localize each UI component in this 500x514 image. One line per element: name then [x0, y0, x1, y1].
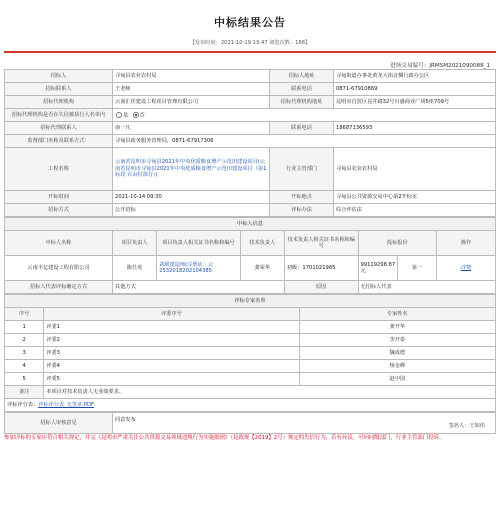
winner-detail-link[interactable]: 详情 — [437, 256, 496, 281]
value-tenderer-address: 寻甸街道办事处黄龙大街北侧行政办公区 — [333, 70, 495, 83]
label-industry-dept: 行业主管部门 — [270, 148, 334, 191]
label-tenderer-address: 招标人地址 — [270, 70, 334, 83]
radio-yes-label: 是 — [123, 112, 129, 118]
row-no: 3 — [5, 347, 44, 360]
value-agency: 云南汇佳建设工程项目管理有限公司 — [113, 96, 270, 109]
title-divider — [4, 51, 496, 53]
winner-tech-leader: 龚荣华 — [240, 256, 284, 281]
label-open-time: 开标时间 — [5, 191, 113, 204]
row-judge: 评委3 — [44, 347, 299, 360]
label-phone: 联系电话 — [270, 83, 334, 96]
value-agency-phone: 18687136593 — [333, 122, 495, 135]
row-judge: 评委4 — [44, 360, 299, 373]
basic-info-table — [4, 69, 496, 217]
label-opinion: 招标人审核意见 — [5, 413, 113, 434]
radio-yes[interactable] — [116, 112, 122, 118]
publish-meta: 【发布时间：2021-10-19 13:47 浏览次数：166】 — [189, 40, 311, 46]
value-contact: 王老师 — [113, 83, 270, 96]
row-expert-name: 李开泰 — [299, 334, 495, 347]
row-no: 5 — [5, 373, 44, 386]
value-supervisor: 寻甸县政务服务管理局，0871-67917306 — [113, 135, 496, 148]
row-expert-name: 杨金峰 — [299, 360, 495, 373]
winner-name: 云南丰亿建设工程有限公司 — [5, 256, 113, 281]
experts-table — [4, 294, 496, 412]
row-judge: 评委1 — [44, 321, 299, 334]
opinion-cell — [113, 413, 496, 434]
label-tender-method: 招标方式 — [5, 204, 113, 217]
trade-code: 进场交易编号：JRMSM2021090088_1 — [390, 63, 490, 69]
blacklist-options — [113, 109, 496, 122]
experts-section-title: 评标专家名单 — [5, 295, 496, 308]
value-phone: 0871-67910869 — [333, 83, 495, 96]
value-industry-dept: 寻甸县农业农村局 — [333, 148, 495, 191]
table-row — [5, 347, 496, 360]
th-bid-price: 投标报价 — [358, 231, 437, 256]
value-reason: 无招标人代表 — [358, 281, 496, 294]
row-judge: 评委5 — [44, 373, 299, 386]
label-eval-method: 评标办法 — [270, 204, 334, 217]
radio-no-label: 否 — [139, 112, 145, 118]
announcement-page — [0, 14, 500, 514]
attachment-link[interactable]: 评标评分表_无签章.PDF — [38, 401, 94, 408]
th-expert-name: 专家姓名 — [299, 308, 495, 321]
winner-leader-cert: 贰级建造师(注册证：云2532018202104385 — [157, 256, 240, 281]
attachment-label: 评标评分表： — [7, 401, 39, 408]
row-no: 2 — [5, 334, 44, 347]
row-expert-name: 龚开华 — [299, 321, 495, 334]
value-agency-contact: 俞一凡 — [113, 122, 270, 135]
label-supervisor: 监督部门名称及联系方式： — [5, 135, 113, 148]
row-expert-name: 赵中国 — [299, 373, 495, 386]
page-title: 中标结果公告 — [214, 16, 286, 29]
winner-tech-cert: 初级：1701021965 — [284, 256, 358, 281]
value-tender-method: 公开招标 — [113, 204, 270, 217]
signer-label: 签名人： — [448, 423, 470, 429]
label-agency: 招标代理机构 — [5, 96, 113, 109]
th-winner-name: 中标人名称 — [5, 231, 113, 256]
label-agency-address: 招标代理机构地址 — [270, 96, 334, 109]
signer-name: 王如伟 — [469, 423, 485, 429]
value-open-place: 寻甸县公共资源交易中心第2开标室 — [333, 191, 495, 204]
label-contact: 招标联系人 — [5, 83, 113, 96]
winner-table — [4, 217, 496, 294]
opinion-table — [4, 412, 496, 434]
th-tech-cert: 技术负责人相关证书名称和编号 — [284, 231, 358, 256]
footer-notice: 参加评标的专家应符合相关规定，并完《昆明市严肃关注公共资源交易领域违规行为实施细则》（昆政规【2019】2号）规定的失信行为，若有异议，可向同级部门，行业主管部门投诉。 — [4, 435, 445, 441]
label-open-place: 开标地点 — [270, 191, 334, 204]
attachment-row — [5, 399, 496, 412]
winner-section-title: 中标人信息 — [5, 218, 496, 231]
label-reason: 原因 — [284, 281, 358, 294]
value-agency-address: 昆明市自贸区昆井路32号百盛商业广场5座709号 — [333, 96, 495, 109]
th-no: 序号 — [5, 308, 44, 321]
th-leader-cert: 项目负责人相关证书名称和编号 — [157, 231, 240, 256]
table-row — [5, 321, 496, 334]
th-judge: 评委序号 — [44, 308, 299, 321]
row-no: 1 — [5, 321, 44, 334]
label-agency-contact: 招标代理联系人 — [5, 122, 113, 135]
th-tech-leader: 技术负责人 — [240, 231, 284, 256]
label-project: 工程名称 — [5, 148, 113, 191]
value-project: 云南省昆明市寻甸县2021年中央优质粮食增产示范田建设项目(云南省昆明市寻甸县2021年中央优质粮食增产示范田建设项目（第1标段 百亩村部分）) — [113, 148, 270, 191]
table-row — [5, 334, 496, 347]
label-note: 备注 — [5, 386, 44, 399]
table-row — [5, 360, 496, 373]
row-expert-name: 魏成德 — [299, 347, 495, 360]
label-agency-phone: 联系电话 — [270, 122, 334, 135]
label-tenderer: 招标人 — [5, 70, 113, 83]
value-note: 本项目对技术负责人无业绩要求。 — [44, 386, 496, 399]
opinion-text: 同意发布 — [115, 416, 136, 423]
winner-project-leader: 陈仕虎 — [113, 256, 157, 281]
th-operation: 操作 — [437, 231, 496, 256]
winner-rank: 第一 — [397, 256, 436, 281]
winner-price: 99119298.87元 — [358, 256, 397, 281]
row-no: 4 — [5, 360, 44, 373]
radio-no[interactable] — [133, 112, 139, 118]
value-rep-method: 其他方式 — [113, 281, 285, 294]
label-blacklist-question: 招标代理机构是否在失信被执行人名单内 — [5, 109, 113, 122]
label-rep-method: 招标人代表评标确定方式 — [5, 281, 113, 294]
value-open-time: 2021-10-14 09:30 — [113, 191, 270, 204]
th-project-leader: 项目负责人 — [113, 231, 157, 256]
value-eval-method: 综合评估法 — [333, 204, 495, 217]
row-judge: 评委2 — [44, 334, 299, 347]
table-row — [5, 373, 496, 386]
value-tenderer: 寻甸县农业农村局 — [113, 70, 270, 83]
